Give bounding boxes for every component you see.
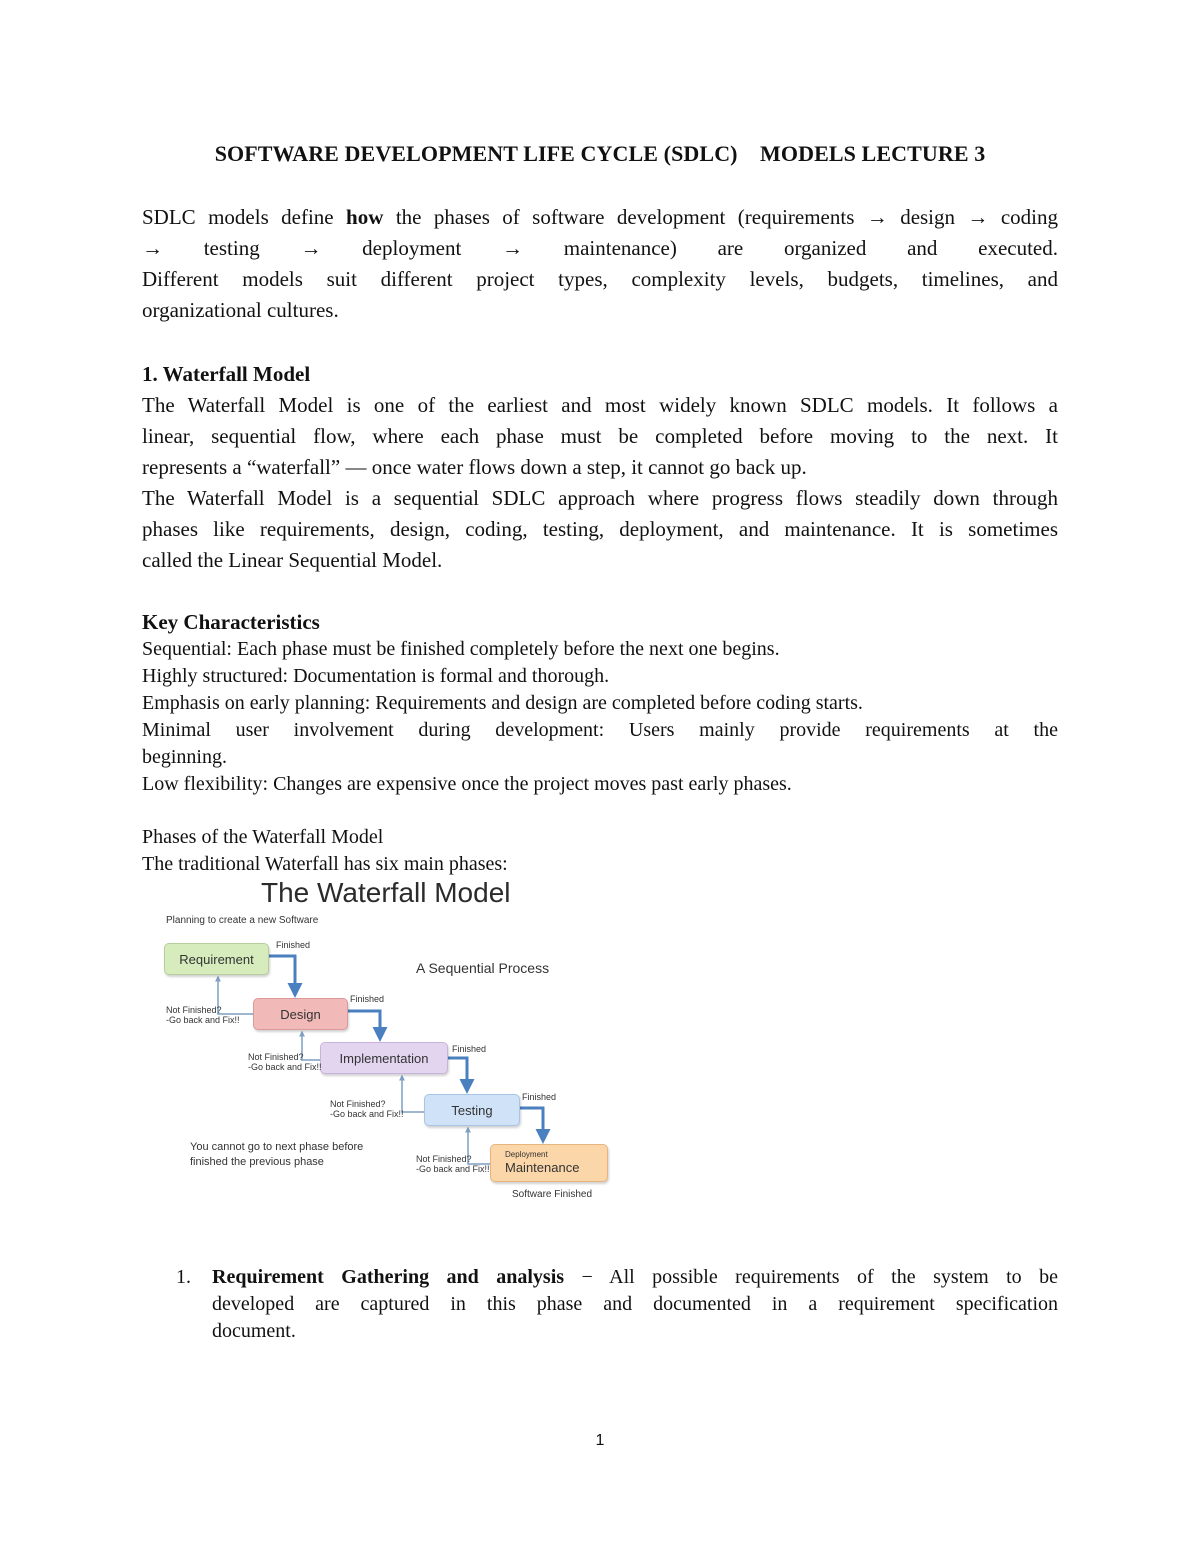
intro-line: SDLC models define how the phases of software development (requirements → design → coding [142,205,1058,229]
phases-intro: The traditional Waterfall has six main phases: [142,853,508,875]
phase-implementation: Implementation [320,1042,448,1074]
diagram-subtitle: Planning to create a new Software [166,915,319,926]
software-finished-label: Software Finished [512,1189,593,1200]
diagram-sequential-label: A Sequential Process [416,960,550,976]
list-line: Requirement Gathering and analysis − All possible requirements of the system to be [212,1266,1058,1288]
phase-requirement: Requirement [164,943,269,975]
key-line: beginning. [142,746,227,768]
waterfall-diagram [150,874,620,1214]
waterfall-line: linear, sequential flow, where each phase must be completed before moving to the next. It [142,424,1058,448]
finished-label: Finished [350,994,385,1004]
list-line: document. [212,1320,296,1342]
key-line: Minimal user involvement during development: Users mainly provide requirements at the [142,719,1058,741]
phase-maintenance [490,1144,608,1182]
waterfall-line: The Waterfall Model is a sequential SDLC approach where progress flows steadily down through [142,486,1058,510]
arrow-req-to-design [269,956,295,992]
arrow-back-testing [402,1077,424,1112]
arrow-impl-to-testing [448,1058,467,1088]
document-title: SOFTWARE DEVELOPMENT LIFE CYCLE (SDLC) MODELS LECTURE 3 [214,141,986,166]
intro-line: organizational cultures. [142,298,339,322]
key-characteristics-list [142,636,1058,798]
intro-line: Different models suit different project types, complexity levels, budgets, timelines, and [142,267,1058,291]
waterfall-line: represents a “waterfall” — once water flows down a step, it cannot go back up. [142,455,807,479]
arrow-testing-to-maint [520,1108,543,1138]
not-finished-label: Not Finished? -Go back and Fix!! [330,1099,404,1119]
diagram-title: The Waterfall Model [261,877,511,908]
not-finished-label: Not Finished? -Go back and Fix!! [416,1154,490,1174]
phase-design: Design [253,998,348,1030]
finished-label: Finished [522,1092,557,1102]
waterfall-heading: 1. Waterfall Model [142,362,311,386]
list-item-bold: Requirement Gathering and analysis [212,1266,565,1288]
phase-maintenance-label: Maintenance [505,1160,580,1175]
not-finished-label: Not Finished? -Go back and Fix!! [248,1052,322,1072]
intro-bold-how: how [346,205,384,229]
list-item-body [212,1264,1058,1345]
phases-heading: Phases of the Waterfall Model [142,826,384,848]
phase-deployment-label: Deployment [505,1150,548,1159]
waterfall-paragraph [142,390,1058,576]
key-line: Emphasis on early planning: Requirements and design are completed before coding starts. [142,692,863,714]
intro-paragraph [142,202,1058,326]
key-line: Highly structured: Documentation is formal and thorough. [142,665,610,687]
waterfall-line: called the Linear Sequential Model. [142,548,443,572]
finished-label: Finished [276,940,311,950]
intro-line: → testing → deployment → maintenance) are organized and executed. [142,236,1058,260]
diagram-note: You cannot go to next phase before finished the previous phase [190,1141,364,1168]
arrow-design-to-impl [348,1011,380,1036]
key-line: Sequential: Each phase must be finished completely before the next one begins. [142,638,780,660]
waterfall-line: phases like requirements, design, coding, testing, deployment, and maintenance. It is sometimes [142,517,1058,541]
key-line: Low flexibility: Changes are expensive once the project moves past early phases. [142,773,792,795]
phase-testing: Testing [424,1094,520,1126]
key-characteristics-heading: Key Characteristics [142,610,320,634]
list-number: 1. [176,1266,191,1288]
not-finished-label: Not Finished? -Go back and Fix!! [166,1005,240,1025]
waterfall-line: The Waterfall Model is one of the earliest and most widely known SDLC models. It follows a [142,393,1058,417]
page-number: 1 [595,1432,605,1449]
finished-label: Finished [452,1044,487,1054]
list-line: developed are captured in this phase and documented in a requirement specification [212,1293,1058,1315]
